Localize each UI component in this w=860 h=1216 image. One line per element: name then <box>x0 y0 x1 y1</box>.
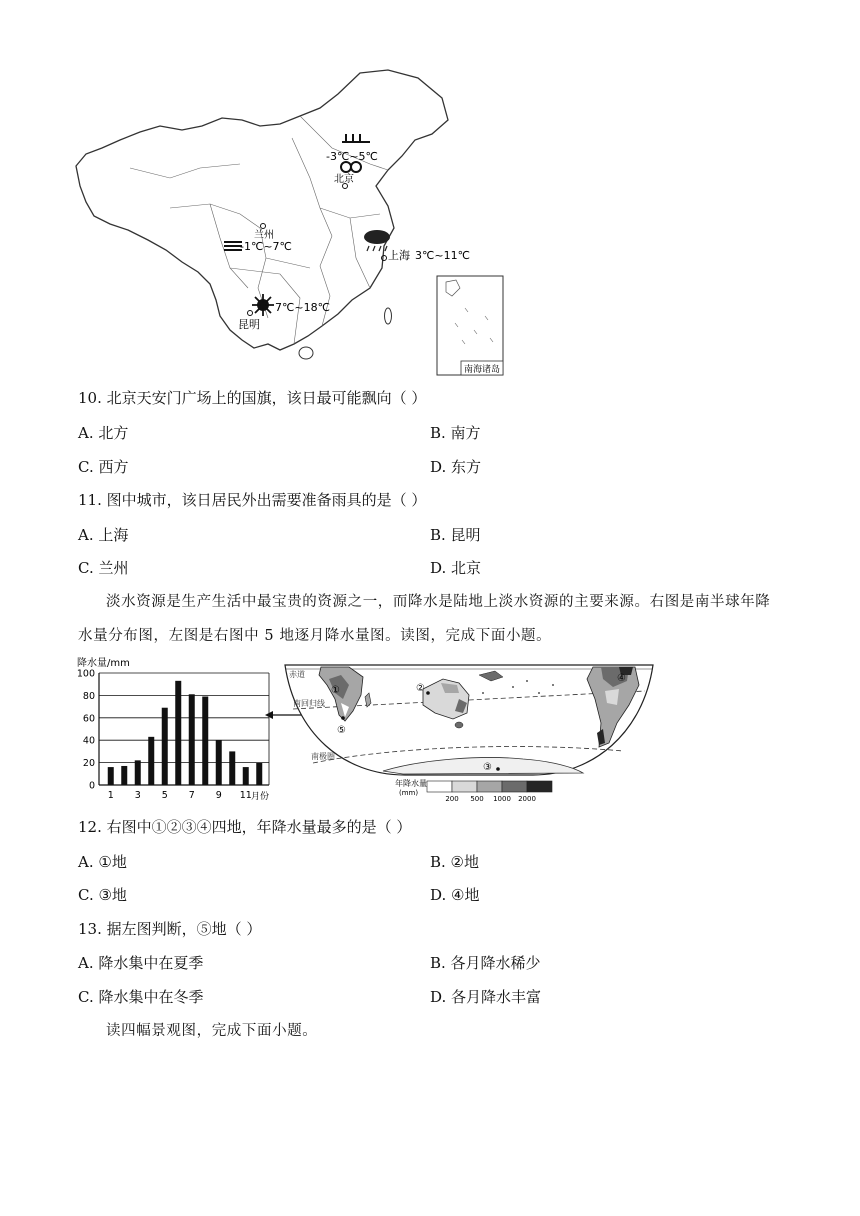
question-11-option-d: D. 北京 <box>430 559 482 577</box>
legend-unit: (mm) <box>399 789 419 797</box>
legend-value-label: 1000 <box>493 795 511 803</box>
chart-bar-month-10 <box>229 751 235 785</box>
shanghai-marker <box>382 256 387 261</box>
hainan-island <box>299 347 313 359</box>
question-13-option-d: D. 各月降水丰富 <box>430 988 542 1006</box>
shanghai-temp: 3℃~11℃ <box>415 249 470 262</box>
legend-value-label: 200 <box>445 795 459 803</box>
passage-line-1: 淡水资源是生产生活中最宝贵的资源之一，而降水是陆地上淡水资源的主要来源。右图是南半球年降 <box>106 594 771 610</box>
chart-bar-month-3 <box>135 760 141 785</box>
chart-y-tick-label: 20 <box>82 758 95 770</box>
question-11-option-c: C. 兰州 <box>78 559 129 577</box>
chart-y-tick-label: 100 <box>76 668 95 680</box>
taiwan-island <box>385 308 392 324</box>
question-10-option-d: D. 东方 <box>430 458 482 476</box>
marker-2: ② <box>416 683 425 694</box>
question-12-option-d: D. ④地 <box>430 886 480 904</box>
polar-circle-label: 南极圈 <box>311 752 335 761</box>
chart-x-tick-label: 3 <box>134 790 141 801</box>
final-instruction: 读四幅景观图，完成下面小题。 <box>106 1023 318 1039</box>
question-11-option-a: A. 上海 <box>78 526 129 544</box>
question-10-option-a: A. 北方 <box>78 424 129 442</box>
inset-label: 南海诸岛 <box>464 365 501 375</box>
question-12-option-a: A. ①地 <box>78 853 127 871</box>
marker-5: ⑤ <box>337 725 346 736</box>
passage-line-2: 水量分布图，左图是右图中 5 地逐月降水量图。读图，完成下面小题。 <box>78 628 552 644</box>
chart-bar-month-6 <box>175 681 181 785</box>
beijing-temp: -3℃~5℃ <box>326 150 378 163</box>
marker-3: ③ <box>483 762 492 773</box>
shanghai-rain-icon <box>364 230 390 251</box>
question-11-option-b: B. 昆明 <box>430 526 481 544</box>
marker-3-dot <box>496 767 500 771</box>
legend-value-label: 500 <box>470 795 484 803</box>
chart-x-tick-label: 11 <box>239 790 252 801</box>
chart-bars <box>108 681 263 785</box>
chart-x-tick-label: 1 <box>107 790 114 801</box>
china-weather-map <box>70 68 520 380</box>
legend-swatch <box>427 781 452 792</box>
chart-bar-month-4 <box>148 737 154 785</box>
legend-swatch <box>477 781 502 792</box>
chart-bar-month-8 <box>202 697 208 785</box>
question-13-option-c: C. 降水集中在冬季 <box>78 988 204 1006</box>
south-china-sea-inset <box>437 276 503 375</box>
chart-y-tick-label: 0 <box>88 780 95 792</box>
chart-bar-month-11 <box>243 767 249 785</box>
beijing-label: 北京 <box>334 174 354 185</box>
legend-value-label: 2000 <box>518 795 536 803</box>
chart-xlabel: 月份 <box>251 792 270 802</box>
chart-bar-month-12 <box>256 763 262 785</box>
question-13-option-a: A. 降水集中在夏季 <box>78 954 204 972</box>
question-12-option-c: C. ③地 <box>78 886 127 904</box>
precipitation-chart <box>75 655 275 805</box>
kunming-temp: 7℃~18℃ <box>275 301 330 314</box>
question-10-stem: 10. 北京天安门广场上的国旗，该日最可能飘向（ ） <box>78 389 427 407</box>
marker-1: ① <box>331 685 340 696</box>
legend-swatch <box>502 781 527 792</box>
lanzhou-label: 兰州 <box>254 230 274 241</box>
question-13-stem: 13. 据左图判断，⑤地（ ） <box>78 920 262 938</box>
marker-2-dot <box>426 691 430 695</box>
chart-y-tick-label: 60 <box>82 713 95 725</box>
chart-x-tick-label: 9 <box>215 790 222 801</box>
chart-x-tick-label: 7 <box>188 790 195 801</box>
kunming-marker <box>248 311 253 316</box>
chart-bar-month-5 <box>162 708 168 785</box>
question-10-option-b: B. 南方 <box>430 424 481 442</box>
legend-swatch <box>527 781 552 792</box>
lanzhou-temp: -1℃~7℃ <box>240 240 292 253</box>
shanghai-label: 上海 <box>388 249 410 262</box>
kunming-label: 昆明 <box>238 318 260 331</box>
chart-bar-month-7 <box>189 694 195 785</box>
equator-label: 赤道 <box>289 670 305 679</box>
question-13-option-b: B. 各月降水稀少 <box>430 954 541 972</box>
tropic-label: 南回归线 <box>293 699 325 708</box>
chart-y-tick-label: 80 <box>82 690 95 702</box>
question-12-option-b: B. ②地 <box>430 853 480 871</box>
legend-swatches <box>427 781 552 803</box>
legend-title: 年降水量 <box>395 779 427 788</box>
marker-5-dot <box>341 716 345 720</box>
question-10-option-c: C. 西方 <box>78 458 129 476</box>
kunming-sun-icon <box>252 294 274 316</box>
lanzhou-marker <box>261 224 266 229</box>
chart-bar-month-9 <box>216 740 222 785</box>
chart-bar-month-2 <box>121 766 127 785</box>
precipitation-legend <box>395 778 552 803</box>
chart-ylabel: 降水量/mm <box>77 658 130 669</box>
chart-x-ticks <box>108 790 252 801</box>
chart-x-tick-label: 5 <box>161 790 168 801</box>
question-12-stem: 12. 右图中①②③④四地，年降水量最多的是（ ） <box>78 818 412 836</box>
chart-y-tick-label: 40 <box>82 735 95 747</box>
southern-hemisphere-precipitation-map <box>283 663 655 805</box>
legend-swatch <box>452 781 477 792</box>
chart-bar-month-1 <box>108 767 114 785</box>
marker-4: ④ <box>617 673 626 684</box>
chart-y-ticks <box>77 669 95 792</box>
question-11-stem: 11. 图中城市，该日居民外出需要准备雨具的是（ ） <box>78 491 427 509</box>
